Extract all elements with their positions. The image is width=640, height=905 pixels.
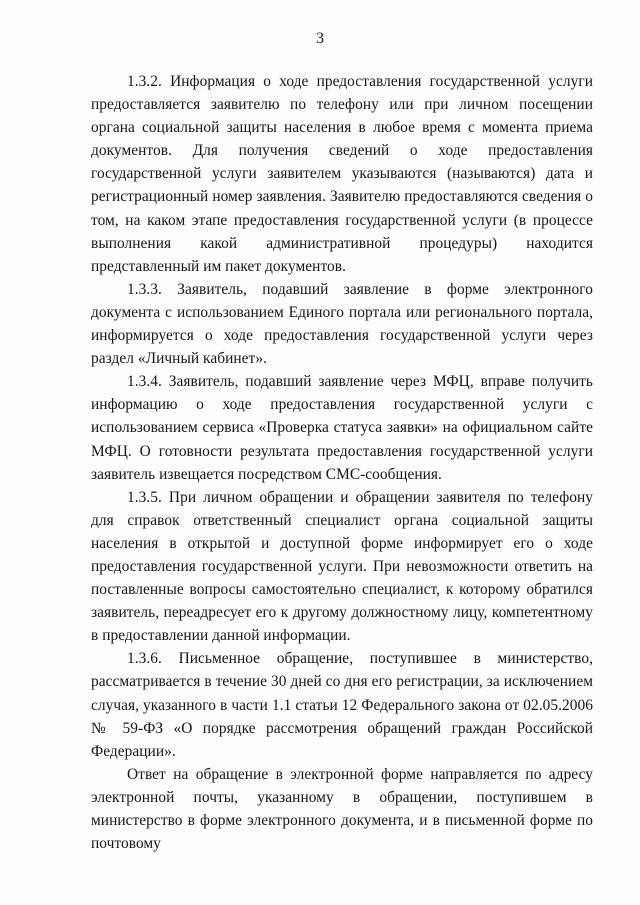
paragraph-1-3-5: 1.3.5. При личном обращении и обращении заявителя по телефону для справок ответственный специалист органа социальной защиты населения в открытой и доступной форме информирует его о ходе предоставления государственной услуги. При невозможности ответить на поставленные вопросы самостоятельно специалист, к которому обратился заявитель, переадресует его к другому должностному лицу, компетентному в предоставлении данной информации. (91, 488, 593, 645)
paragraph-1-3-2: 1.3.2. Информация о ходе предоставления государственной услуги предоставляется заявителю по телефону или при личном посещении органа социальной защиты населения в любое время с момента приема документов. Для получения сведений о ходе предоставления государственной услуги заявителем указываются (называются) дата и регистрационный номер заявления. Заявителю предоставляются сведения о том, на каком этапе предоставления государственной услуги (в процессе выполнения какой административной процедуры) находится представленный им пакет документов. (91, 73, 593, 275)
page-number: 3 (316, 30, 324, 47)
document-body (91, 70, 593, 855)
paragraph-1-3-6: 1.3.6. Письменное обращение, поступившее в министерство, рассматривается в течение 30 дней со дня его регистрации, за исключением случая, указанного в части 1.1 статьи 12 Федерального закона от 02.05.2006 № 59-ФЗ «О порядке рассмотрения обращений граждан Российской Федерации». (91, 650, 593, 760)
paragraph-response: Ответ на обращение в электронной форме направляется по адресу электронной почты, указанному в обращении, поступившем в министерство в форме электронного документа, и в письменной форме по почтовому (91, 765, 593, 853)
paragraph-1-3-4: 1.3.4. Заявитель, подавший заявление через МФЦ, вправе получить информацию о ходе предоставления государственной услуги с использованием сервиса «Проверка статуса заявки» на официальном сайте МФЦ. О готовности результата предоставления государственной услуги заявитель извещается посредством СМС-сообщения. (91, 373, 593, 483)
paragraph-1-3-3: 1.3.3. Заявитель, подавший заявление в форме электронного документа с использованием Единого портала или регионального портала, информируется о ходе предоставления государственной услуги через раздел «Личный кабинет». (91, 280, 593, 368)
